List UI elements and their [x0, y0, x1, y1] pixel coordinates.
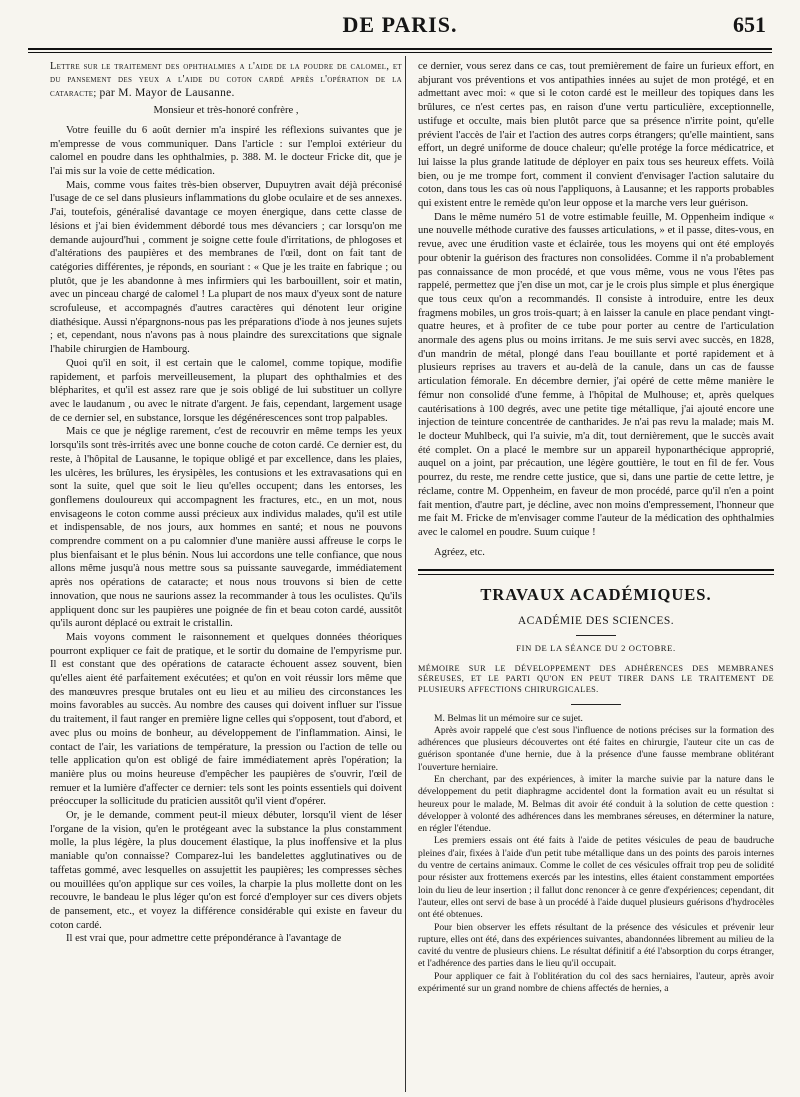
paragraph: Après avoir rappelé que c'est sous l'influence de notions précises sur la formation des adhérences que plusieurs découvertes ont été faites en chirurgie, l'auteur cite un cas de guérison spontanée d'une hernie, due à la présence d'une fausse membrane oblitérant l'ouverture herniaire.: [418, 724, 774, 773]
section-title: TRAVAUX ACADÉMIQUES.: [480, 585, 712, 605]
academy-report: [418, 713, 774, 996]
right-column: [418, 60, 774, 1090]
paragraph: Dans le même numéro 51 de votre estimable feuille, M. Oppenheim indique « une nouvelle méthode curative des fausses articulations, » et il passe, dites-vous, en revue, avec une érudition vaste et éclairée, tous les moyens qui ont été employés pour obtenir la guérison des fractures non consolidées. Comme il n'a probablement pas connaissance de mon procédé, et que vous même, vous ne vous l'êtes pas rappelé, permettez que j'en dise un mot, car je le crois plus simple et plus énergique que tous ceux qu'on a recommandés. Il consiste à introduire, entre les deux fragmens mobiles, un gros trois-quart; à en laisser la canule en place pendant vingt-quatre heures, et à profiter de ce tube pour porter au centre de l'articulation anormale des agens plus ou moins irritans. Je me suis servi avec succès, en 1828, d'un mandrin de métal, plongé dans l'eau bouillante et porté rapidement et à plusieurs reprises au travers et au-delà de la canule, dans un cas de fausse articulation fémorale. En décembre dernier, j'ai opéré de cette même manière le fémur non consolidé d'une femme, à l'hôpital de Mulhouse; et, après quelques cautérisations à 100 degrés, avec une petite tige métallique, j'ai ajouté encore une injection de teinture concentrée de cantharides. Je n'ai pas revu la malade; mais M. le docteur Muhlbeck, qui l'a suivie, m'a dit, tout dernièrement, que le succès avait été complet. On a placé le membre sur un appareil hyponarthécique approprié, auquel on a joint, par précaution, une légère gouttière, le tout en fil de fer. Vous pourrez, du reste, me rendre cette justice, que si, dans une partie de cette lettre, je réclame, contre M. Oppenheim, en faveur de mon procédé, parce qu'il n'en a point fait mention, d'autre part, je décline, avec non moins d'empressement, l'honneur que me fait M. Fricke de m'envisager comme l'auteur de la médication des ophthalmies avec le calomel en poudre. Suum cuique !: [418, 211, 774, 538]
letter-author: par M. Mayor de Lausanne.: [99, 86, 235, 99]
memoir-rule: [571, 704, 621, 705]
paragraph: Quoi qu'il en soit, il est certain que le calomel, comme topique, modifie rapidement, et parfois merveilleusement, la plupart des ophthalmies et des blépharites, et qu'il est assez rare que je sois obligé de lui substituer un collyre avec le laudanum , ou avec le nitrate d'argent. Je fais, cependant, largement usage de ce dernier sel, en substance, lorsque les dégénérescences sont trop palpables.: [50, 357, 402, 424]
paragraph: Votre feuille du 6 août dernier m'a inspiré les réflexions suivantes que je m'empresse de vous communiquer. Dans l'article : sur l'emploi extérieur du calomel en poudre dans les ophthalmies, p. 388. M. le docteur Fricke dit, que je l'ai mis sur la voie de cette médication.: [50, 124, 402, 178]
letter-title: [50, 60, 402, 100]
letter-title-text: Lettre sur le traitement des ophthalmies a l'aide de la poudre de calomel, et du pansement des yeux a l'aide du coton cardé après l'opération de la cataracte;: [50, 61, 402, 99]
paragraph: Or, je le demande, comment peut-il mieux débuter, lorsqu'il vient de léser l'organe de la vision, qu'en le protégeant avec la substance la plus constamment molle, la plus légère, la plus doucement élastique, la plus inoffensive et la plus maniable qu'on connaisse? Comparez-lui les bandelettes agglutinatives ou de taffetas gommé, avec lesquelles on assujettit les paupières; les compresses sèches ou mouillées qu'on applique sur ces voiles, la charpie la plus mollette dont on les recouvre, le bandeau le plus léger qu'on est forcé d'employer sur ces divers objets de pansement, etc., et voyez la différence considérable qui existe en faveur du coton cardé.: [50, 810, 402, 931]
sign-off: Agréez, etc.: [434, 546, 485, 558]
paragraph: Pour bien observer les effets résultant de la présence des vésicules et prévenir leur rupture, elles ont été, dans des expériences suivantes, abandonnées librement au milieu de la cavité du ventre de plusieurs chiens. Le résultat définitif a été l'absorption du corps étranger, et l'adhérence des parties dans le lieu qu'il occupait.: [418, 921, 774, 970]
paragraph: Les premiers essais ont été faits à l'aide de petites vésicules de peau de baudruche pleines d'air, fixées à l'aide d'un petit tube métallique dans un des points des parois internes du ventre de certains animaux. Comme le collet de ces vésicules offrait trop peu de solidité pour résister aux frottemens exercés par les intestins, elles étaient constamment emportées loin du lieu de leur insertion ; il fallut donc renoncer à ce genre d'expériences; cependant, dit l'auteur, elles ont servi de base à un procédé à l'aide duquel plusieurs guérisons d'hydrocèles ont été obtenues.: [418, 835, 774, 921]
header-rule: [28, 48, 772, 50]
running-head: DE PARIS.: [342, 12, 458, 37]
salutation: Monsieur et très-honoré confrère ,: [153, 105, 299, 117]
session-date: FIN DE LA SÉANCE DU 2 OCTOBRE.: [516, 643, 676, 654]
left-column: [50, 60, 402, 1090]
academy-title: ACADÉMIE DES SCIENCES.: [517, 615, 675, 628]
paragraph: En cherchant, par des expériences, à imiter la marche suivie par la nature dans le développement du petit diaphragme accidentel dont la formation avait eu un résultat si heureux pour le malade, M. Belmas dit avoir été conduit à la solution de cette question : développer à volonté des adhérences dans les membranes séreuses, en déterminer la nature, en régler l'étendue.: [418, 773, 774, 835]
paragraph: Il est vrai que, pour admettre cette prépondérance à l'avantage de: [66, 933, 342, 945]
paragraph: Mais ce que je néglige rarement, c'est de recouvrir en même temps les yeux lorsqu'ils sont très-irrités avec une bonne couche de coton cardé. Ce dernier est, du reste, à l'hôpital de Lausanne, le topique obligé et par excellence, dans les plaies, les ulcères, les brûlures, les érysipèles, les contusions et les extravasations qui en sont la suite, quel que soit le lieu qu'elles occupent; dans les entorses, les gonflemens douloureux qui accompagnent les fractures, etc., en un mot, nous envisageons le coton comme aussi précieux aux individus malades, qu'il est utile et indispensable, de nos jours, aux hommes en santé; et nous ne pouvons comprendre comment on a pu calomnier d'une manière aussi affreuse le corps le plus bienfaisant et le plus bénin. Nous lui accordons une telle confiance, que nous allons même jusqu'à nous mettre sous sa puissante sauvegarde, immédiatement après nos opérations de cataracte; et nous nous trouvons si bien de cette innovation, que nous ne saurions assez la recommander à tous les oculistes. Qu'ils appliquent donc sur les paupières une poignée de fin et beau coton cardé, aussitôt qu'ils auront déplacé ou extrait le cristallin.: [50, 426, 402, 630]
page-header: [0, 0, 800, 48]
paragraph: Pour appliquer ce fait à l'oblitération du col des sacs herniaires, l'auteur, après avoir expérimenté sur un grand nombre de chiens affectés de hernies, a: [418, 970, 774, 995]
paragraph: ce dernier, vous serez dans ce cas, tout premièrement de faire un furieux effort, en abjurant vos préventions et vos antipathies innées au sujet de mon protégé, et en admettant avec moi: « que si le coton cardé est le meilleur des topiques dans les brûlures, ce n'est certes pas, en raison d'une vertu particulière, exceptionnelle, ustifuge et occulte, mais bien plutôt parce que sa présence n'irrite point, qu'elle prévient l'accès de l'air et l'action des autres corps étrangers; qu'elle maintient, sans effort, un degré uniforme de douce chaleur; qu'elle protége la force médicatrice, et lui laisse la plus grande latitude de déployer en paix tous ses heureux effets. Voilà bien, ou je me trompe fort, comment il convient d'envisager l'action salutaire du coton, dans tous les cas où nous l'appliquons, à Lausanne; et les rapports probables qui existent entre le remède qu'on leur oppose et la marche vers leur guérison.: [418, 61, 774, 210]
paragraph: Mais, comme vous faites très-bien observer, Dupuytren avait déjà préconisé l'usage de ce sel dans plusieurs inflammations du globe oculaire et de ses annexes. J'ai, toutefois, généralisé davantage ce moyen énergique, dans cette classe de lésions et j'ai bien évidemment débordé tous mes dévanciers ; car lorsqu'on me demande aujourd'hui , comment je soigne cette foule d'irritations, de phlogoses et d'altérations des paupières et des membranes de l'œil, dont on fait tant de catégories différentes, je réponds, en souriant : « Que je les traite en fabrique ; ou plutôt, que je les abandonne à mes infirmiers qui les barbouillent, soir et matin, avec un pinceau chargé de calomel ! La plupart de nos maux d'yeux sont de nature scrofuleuse, et accompagnés d'autres caractères qui dénotent leur origine diathésique. Aussi n'épargnons-nous pas les préparations d'iode à nos jeunes sujets ; et, cependant, nous n'avons pas à nous plaindre des surexcitations que signale l'habile chirurgien de Hambourg.: [50, 179, 402, 356]
memoir-title: MÉMOIRE SUR LE DÉVELOPPEMENT DES ADHÉRENCES DES MEMBRANES SÉREUSES, ET LE PARTI QU'ON EN PEUT TIRER DANS LE TRAITEMENT DE PLUSIEURS AFFECTIONS CHIRURGICALES.: [418, 663, 774, 694]
column-divider: [405, 56, 406, 1092]
paragraph: Mais voyons comment le raisonnement et quelques données théoriques pourront expliquer ce fait de pratique, et le sortir du domaine de l'empyrisme pur. Il est constant que des opérations de cataracte échouent assez souvent, bien qu'elles aient été parfaitement exécutées; et qu'on en voit réussir lors même que des manœuvres presque brutales ont eu lieu et au milieu des circonstances les moins favorables au succès. Au nombre des causes qui doivent influer sur l'issue du traitement, il faut ranger en première ligne celles qui s'opposent, tout d'abord, et avec plus ou moins de bonheur, au développement de l'inflammation. Ainsi, le contact de l'air, les variations de température, la pression ou l'action de telle ou telle application qu'on est obligé de faire immédiatement après l'opération; la manière plus ou moins heureuse d'empêcher les paupières de s'ouvrir, l'œil de remuer et la lumière d'affecter ce dernier: tels sont les points essentiels qui doivent préoccuper la sollicitude du praticien aussitôt qu'il vient d'opérer.: [50, 631, 402, 808]
small-rule: [576, 635, 616, 636]
paragraph: M. Belmas lit un mémoire sur ce sujet.: [434, 712, 583, 724]
page-number: 651: [733, 12, 766, 37]
header-rule-thin: [28, 52, 772, 53]
section-rule: [418, 569, 774, 575]
